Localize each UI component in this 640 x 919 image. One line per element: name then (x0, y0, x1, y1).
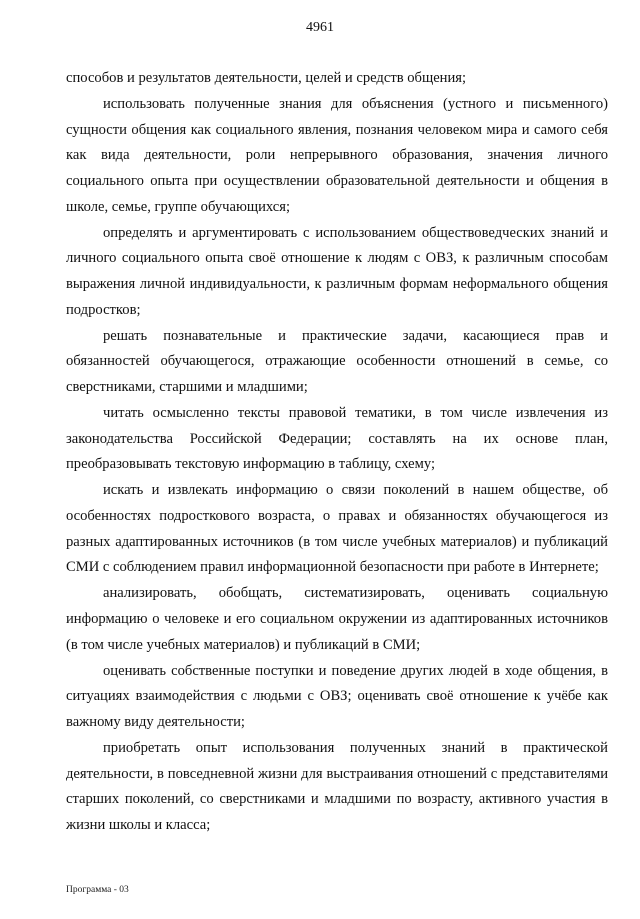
footer-program-label: Программа - 03 (66, 885, 129, 895)
paragraph-read-texts: читать осмысленно тексты правовой тематики, в том числе извлечения из законодательства Российской Федерации; составлять на их основе план, преобразовывать текстовую информацию в таблицу, схему; (66, 405, 608, 473)
paragraph-gain-experience: приобретать опыт использования полученных знаний в практической деятельности, в повседневной жизни для выстраивания отношений с представителями старших поколений, со сверстниками и младшими по возрасту, активного участия в жизни школы и класса; (66, 740, 608, 833)
paragraph-use-knowledge: использовать полученные знания для объяснения (устного и письменного) сущности общения как социального явления, познания человеком мира и самого себя как вида деятельности, роли непрерывного образования, значения личного социального опыта при осуществлении образовательной деятельности и общения в школе, семье, группе обучающихся; (66, 96, 608, 215)
page-number: 4961 (306, 20, 334, 35)
paragraph-argue-attitude: определять и аргументировать с использованием обществоведческих знаний и личного социального опыта своё отношение к людям с ОВЗ, к различным способам выражения личной индивидуальности, к различным формам неформального общения подростков; (66, 224, 608, 318)
document-body (66, 66, 608, 839)
paragraph-solve-tasks: решать познавательные и практические задачи, касающиеся прав и обязанностей обучающегося, отражающие особенности отношений в семье, со сверстниками, старшими и младшими; (66, 327, 608, 395)
paragraph-evaluate: оценивать собственные поступки и поведение других людей в ходе общения, в ситуациях взаимодействия с людьми с ОВЗ; оценивать своё отношение к учёбе как важному виду деятельности; (66, 662, 608, 730)
paragraph-continuation: способов и результатов деятельности, целей и средств общения; (66, 70, 467, 86)
paragraph-analyze: анализировать, обобщать, систематизировать, оценивать социальную информацию о человеке и его социальном окружении из адаптированных источников (в том числе учебных материалов) и публикаций в СМИ; (66, 585, 608, 653)
paragraph-search-info: искать и извлекать информацию о связи поколений в нашем обществе, об особенностях подросткового возраста, о правах и обязанностях обучающегося из разных адаптированных источников (в том числе учебных материалов) и публикаций СМИ с соблюдением правил информационной безопасности при работе в Интернете; (66, 482, 608, 576)
